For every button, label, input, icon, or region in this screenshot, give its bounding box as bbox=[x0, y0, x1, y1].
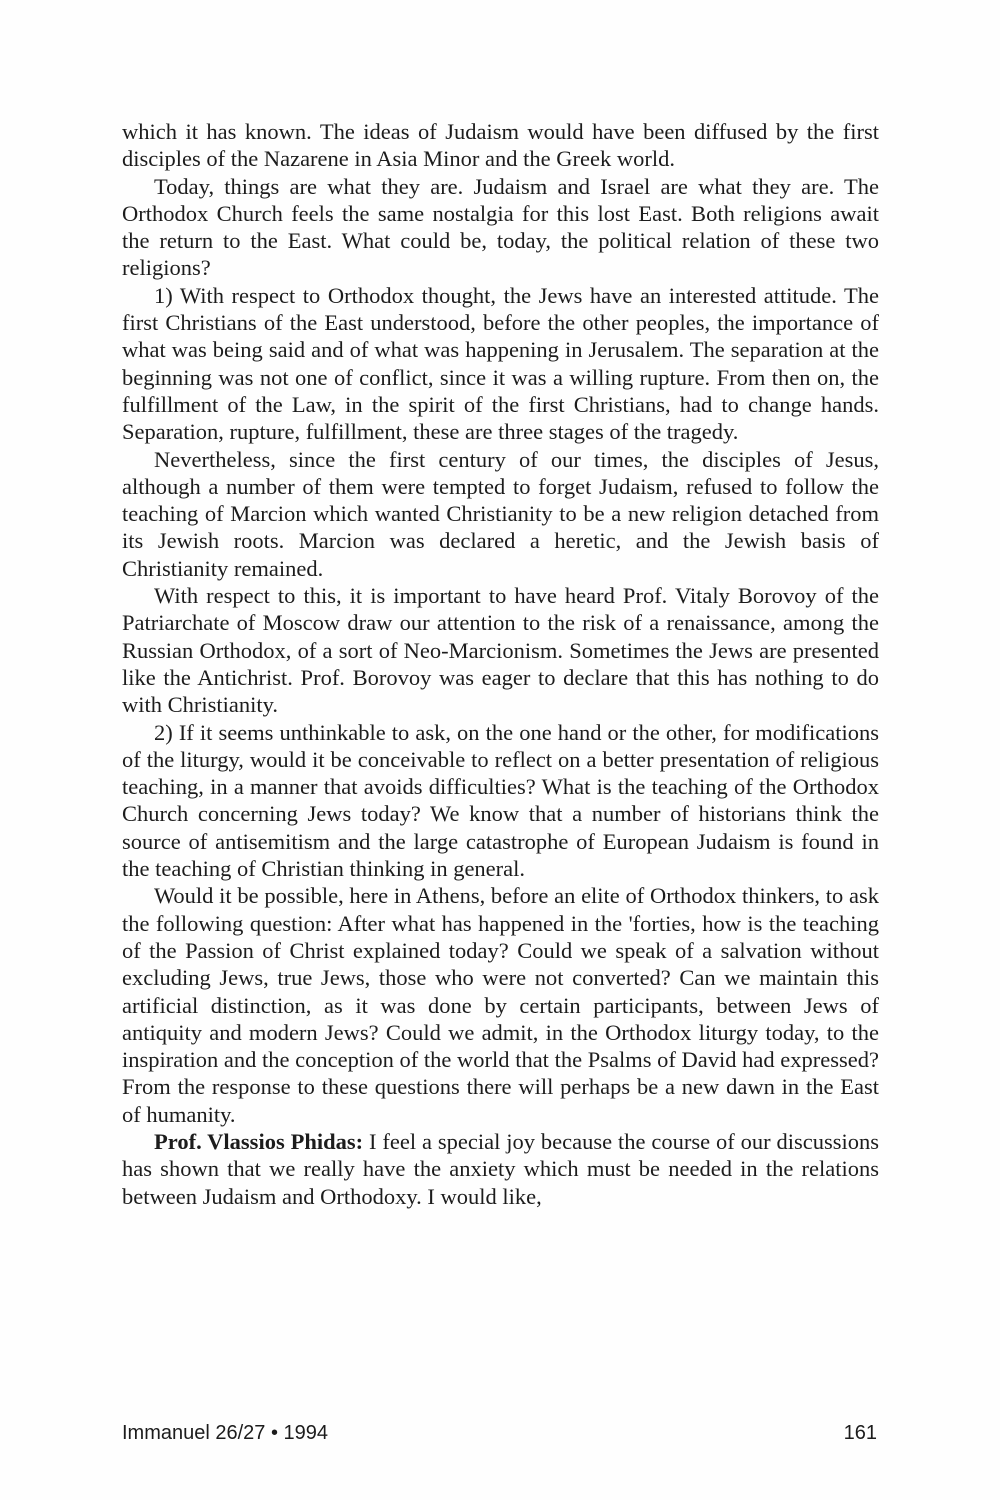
speaker-name: Prof. Vlassios Phidas: bbox=[154, 1128, 364, 1154]
speaker-paragraph bbox=[122, 1128, 879, 1210]
footer-page-number: 161 bbox=[843, 1422, 877, 1444]
paragraph: Would it be possible, here in Athens, before an elite of Orthodox thinkers, to ask the following question: After what has happened in the 'forties, how is the teaching of the Passion of Christ explained today? Could we speak of a salvation without excluding Jews, true Jews, those who were not converted? Can we maintain this artificial distinction, as it was done by certain participants, between Jews of antiquity and modern Jews? Could we admit, in the Orthodox liturgy today, to the inspiration and the conception of the world that the Psalms of David had expressed? From the response to these questions there will perhaps be a new dawn in the East of humanity. bbox=[122, 883, 879, 1127]
paragraph: Today, things are what they are. Judaism and Israel are what they are. The Orthodox Church feels the same nostalgia for this lost East. Both religions await the return to the East. What could be, today, the political relation of these two religions? bbox=[122, 173, 879, 281]
body-text bbox=[122, 118, 879, 1210]
paragraph: With respect to this, it is important to have heard Prof. Vitaly Borovoy of the Patriarchate of Moscow draw our attention to the risk of a renaissance, among the Russian Orthodox, of a sort of Neo-Marcionism. Sometimes the Jews are presented like the Antichrist. Prof. Borovoy was eager to declare that this has nothing to do with Christianity. bbox=[122, 583, 879, 718]
speaker-statement: I feel a special joy because the course of our discussions has shown that we really have the anxiety which must be needed in the relations between Judaism and Orthodoxy. I would like, bbox=[122, 1128, 879, 1209]
footer-journal-citation: Immanuel 26/27 • 1994 bbox=[122, 1422, 329, 1444]
paragraph: 2) If it seems unthinkable to ask, on the one hand or the other, for modifications of the liturgy, would it be conceivable to reflect on a better presentation of religious teaching, in a manner that avoids difficulties? What is the teaching of the Orthodox Church concerning Jews today? We know that a number of historians think the source of antisemitism and the large catastrophe of European Judaism is found in the teaching of Christian thinking in general. bbox=[122, 719, 879, 882]
paragraph: Nevertheless, since the first century of our times, the disciples of Jesus, although a number of them were tempted to forget Judaism, refused to follow the teaching of Marcion which wanted Christianity to be a new religion detached from its Jewish roots. Marcion was declared a heretic, and the Jewish basis of Christianity remained. bbox=[122, 446, 879, 581]
paragraph-continuation: which it has known. The ideas of Judaism would have been diffused by the first disciples of the Nazarene in Asia Minor and the Greek world. bbox=[122, 119, 879, 172]
paragraph: 1) With respect to Orthodox thought, the Jews have an interested attitude. The first Christians of the East understood, before the other peoples, the importance of what was being said and of what was happening in Jerusalem. The separation at the beginning was not one of conflict, since it was a willing rupture. From then on, the fulfillment of the Law, in the spirit of the first Christians, had to change hands. Separation, rupture, fulfillment, these are three stages of the tragedy. bbox=[122, 282, 879, 445]
